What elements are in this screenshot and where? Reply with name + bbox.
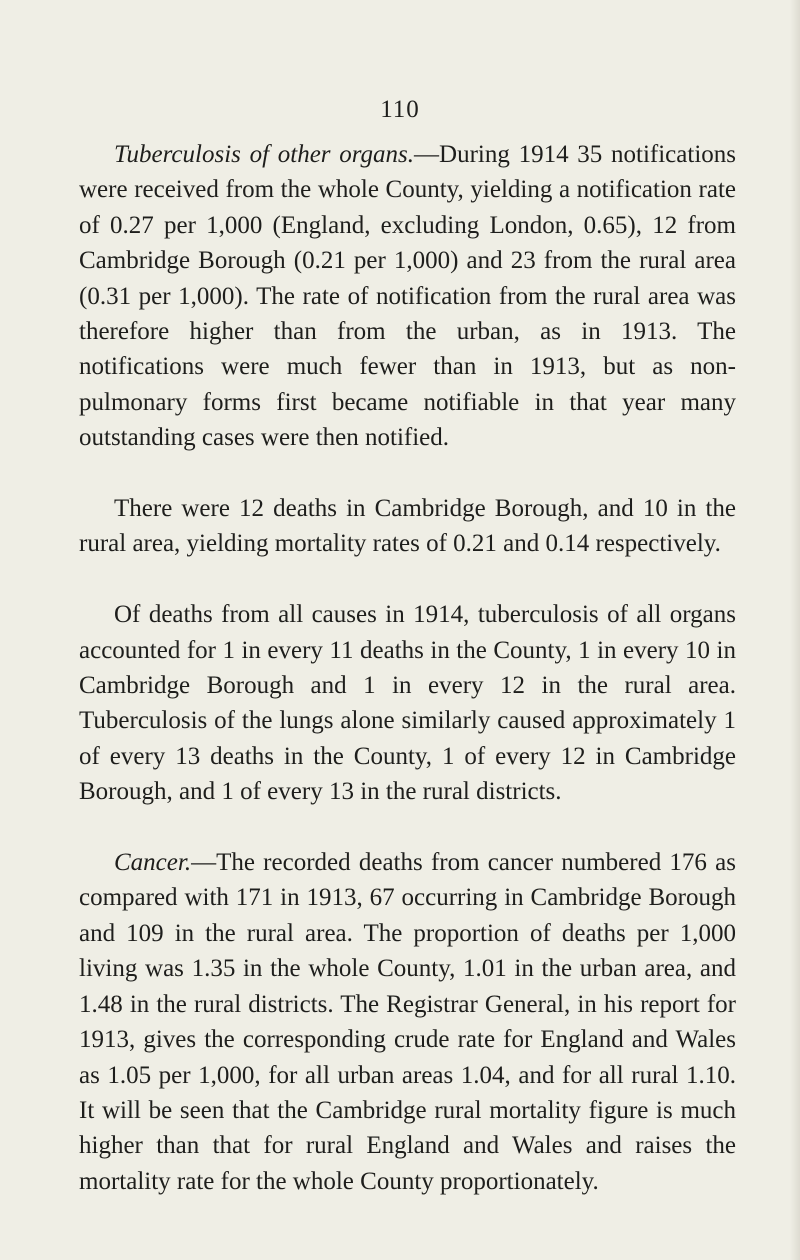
paragraph-text: —The recorded deaths from cancer numbered 176 as compared with 171 in 1913, 67 occurring in Cambridge Borough and 109 in the rural area. The proportion of deaths per 1,000 living was 1.35 in the whole County, 1.01 in the urban area, and 1.48 in the rural districts. The Registrar General, in his report for 1913, gives the corresponding crude rate for England and Wales as 1.05 per 1,000, for all urban areas 1.04, and for all rural 1.10. It will be seen that the Cambridge rural mortality figure is much higher than that for rural England and Wales and raises the mortality rate for the whole County proportionately. — [79, 849, 736, 1195]
page-edge-shadow — [790, 0, 800, 1260]
paragraph-text: There were 12 deaths in Cambridge Borough, and 10 in the rural area, yielding mortality rates of 0.21 and 0.14 respectively. — [79, 495, 736, 558]
page-number: 110 — [380, 96, 420, 123]
paragraph-heading-tuberculosis: Tuberculosis of other organs. — [114, 141, 415, 168]
paragraph-deaths-borough-rural — [79, 491, 736, 562]
paragraph-text: Of deaths from all causes in 1914, tuberculosis of all organs accounted for 1 in every 11 deaths in the County, 1 in every 10 in Cambridge Borough and 1 in every 12 in the rural area. Tuberculosis of the lungs alone similarly caused approximately 1 of every 13 deaths in the County, 1 of every 12 in Cambridge Borough, and 1 of every 13 in the rural districts. — [79, 601, 736, 806]
paragraph-text: —During 1914 35 notifications were received from the whole County, yielding a notification rate of 0.27 per 1,000 (England, excluding London, 0.65), 12 from Cambridge Borough (0.21 per 1,000) and 23 from the rural area (0.31 per 1,000). The rate of notification from the rural area was therefore higher than from the urban, as in 1913. The notifications were much fewer than in 1913, but as non-pulmonary forms first became notifiable in that year many outstanding cases were then notified. — [79, 141, 736, 452]
paragraph-deaths-all-causes — [79, 597, 736, 809]
paragraph-heading-cancer: Cancer. — [114, 849, 192, 877]
paragraph-tuberculosis-other-organs — [79, 137, 736, 456]
body-text — [79, 137, 736, 1199]
paragraph-cancer — [79, 845, 736, 1199]
